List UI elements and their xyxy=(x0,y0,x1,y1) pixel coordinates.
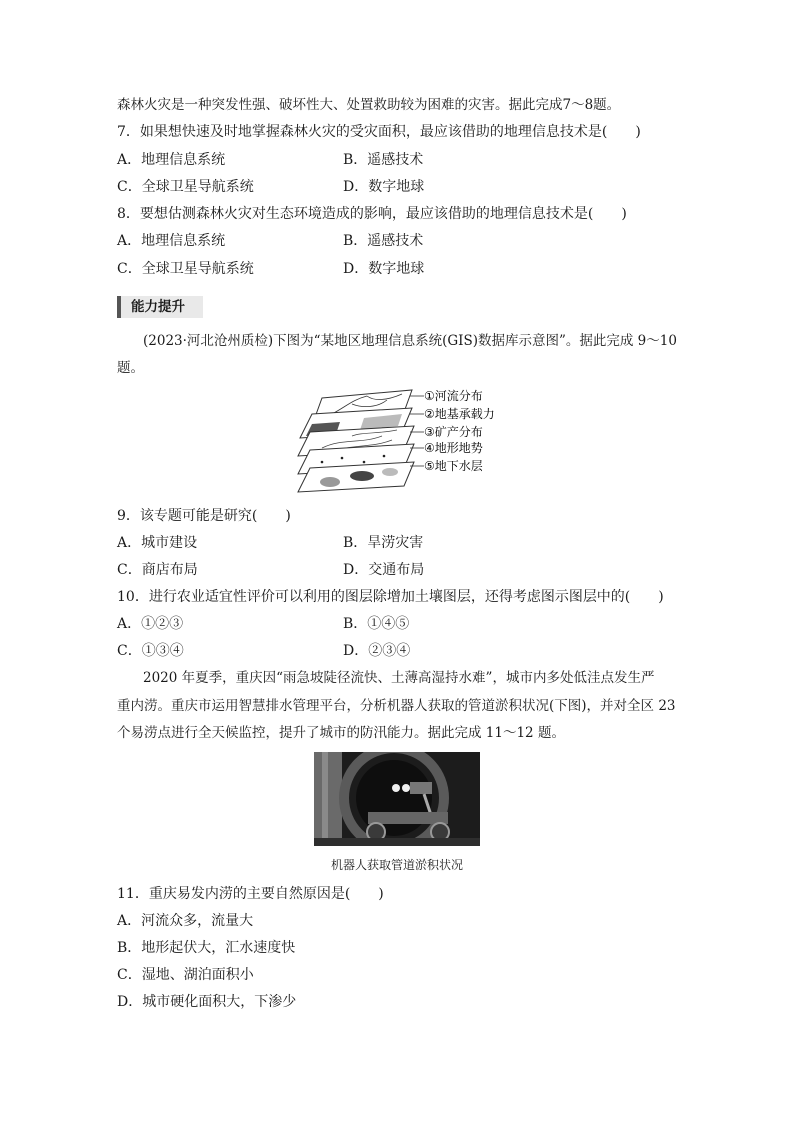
pipe-robot-photo xyxy=(314,752,480,846)
intro-text-9-10-line1: (2023·河北沧州质检)下图为“某地区地理信息系统(GIS)数据库示意图”。据此完成 9～10 xyxy=(143,333,677,349)
q9-option-c: C．商店布局 xyxy=(117,562,198,578)
q11-option-c: C．湿地、湖泊面积小 xyxy=(117,967,254,983)
q11-option-a: A．河流众多，流量大 xyxy=(117,913,254,929)
diagram-label-2: ②地基承载力 xyxy=(424,407,495,421)
q8-option-a: A．地理信息系统 xyxy=(117,233,226,249)
photo-caption: 机器人获取管道淤积状况 xyxy=(330,858,463,872)
q8-option-d: D．数字地球 xyxy=(343,261,425,277)
q7-option-c: C．全球卫星导航系统 xyxy=(117,179,254,195)
gis-layer-diagram xyxy=(292,386,512,498)
question-7-stem: 7．如果想快速及时地掌握森林火灾的受灾面积，最应该借助的地理信息技术是( ) xyxy=(117,124,641,140)
question-10-stem: 10．进行农业适宜性评价可以利用的图层除增加土壤图层，还得考虑图示图层中的( ) xyxy=(117,589,664,605)
q8-option-c: C．全球卫星导航系统 xyxy=(117,261,254,277)
diagram-label-4: ④地形地势 xyxy=(424,441,483,455)
intro-text-7-8: 森林火灾是一种突发性强、破坏性大、处置救助较为困难的灾害。据此完成7～8题。 xyxy=(117,97,621,113)
intro-text-11-12-line1: 2020 年夏季，重庆因“雨急坡陡径流快、土薄高湿持水难”，城市内多处低洼点发生严 xyxy=(143,670,655,686)
q7-option-d: D．数字地球 xyxy=(343,179,425,195)
question-8-stem: 8．要想估测森林火灾对生态环境造成的影响，最应该借助的地理信息技术是( ) xyxy=(117,206,627,222)
q11-option-b: B．地形起伏大，汇水速度快 xyxy=(117,940,296,956)
intro-text-9-10-line2: 题。 xyxy=(117,360,144,376)
intro-text-11-12-line3: 个易涝点进行全天候监控，提升了城市的防汛能力。据此完成 11～12 题。 xyxy=(117,725,565,741)
q8-option-b: B．遥感技术 xyxy=(343,233,424,249)
diagram-label-3: ③矿产分布 xyxy=(424,425,483,439)
q10-option-d: D．②③④ xyxy=(343,643,411,659)
q9-option-d: D．交通布局 xyxy=(343,562,425,578)
question-9-stem: 9．该专题可能是研究( ) xyxy=(117,508,291,524)
q9-option-a: A．城市建设 xyxy=(117,535,198,551)
intro-text-11-12-line2: 重内涝。重庆市运用智慧排水管理平台，分析机器人获取的管道淤积状况(下图)，并对全区 23 xyxy=(117,698,676,714)
q10-option-a: A．①②③ xyxy=(117,616,184,632)
diagram-label-1: ①河流分布 xyxy=(424,389,483,403)
section-title-ability: 能力提升 xyxy=(117,296,203,318)
question-11-stem: 11．重庆易发内涝的主要自然原因是( ) xyxy=(117,886,384,902)
q9-option-b: B．旱涝灾害 xyxy=(343,535,424,551)
q7-option-a: A．地理信息系统 xyxy=(117,152,226,168)
q7-option-b: B．遥感技术 xyxy=(343,152,424,168)
q11-option-d: D．城市硬化面积大，下渗少 xyxy=(117,994,297,1010)
diagram-label-5: ⑤地下水层 xyxy=(424,459,483,473)
q10-option-b: B．①④⑤ xyxy=(343,616,410,632)
q10-option-c: C．①③④ xyxy=(117,643,184,659)
